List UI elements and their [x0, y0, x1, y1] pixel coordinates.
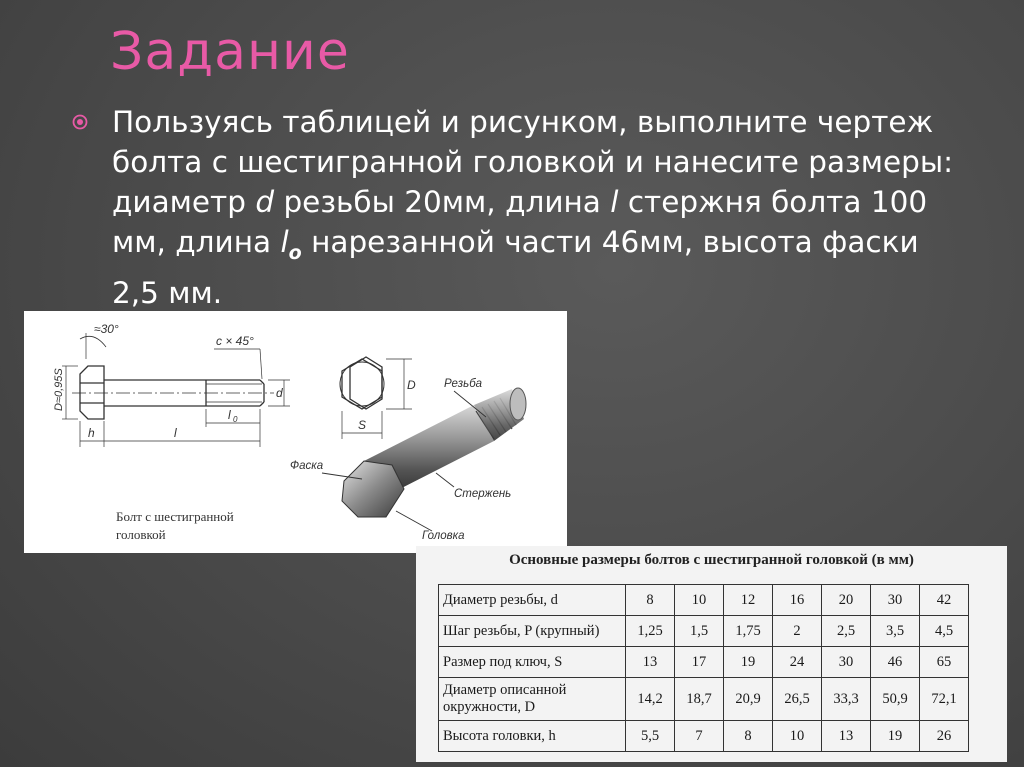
table-cell: 42: [920, 585, 969, 616]
table-cell: 18,7: [675, 678, 724, 721]
table-cell: 72,1: [920, 678, 969, 721]
table-row: [439, 616, 969, 647]
label-S: S: [358, 418, 367, 432]
table-cell: 30: [822, 647, 871, 678]
task-text-part3: стержня болта 100 мм, длина: [112, 185, 928, 259]
task-text-part4: нарезанной части 46мм, высота фаски 2,5 мм.: [112, 225, 919, 310]
table-cell: 14,2: [626, 678, 675, 721]
table-row: [439, 647, 969, 678]
table-cell: 2: [773, 616, 822, 647]
table-cell: 8: [724, 721, 773, 752]
bullet-icon: [72, 114, 88, 130]
row-label: Диаметр описанной окружности, D: [439, 678, 626, 721]
bolt-drawing: [24, 311, 567, 553]
table-title: Основные размеры болтов с шестигранной головкой (в мм): [509, 552, 914, 568]
end-view: [340, 357, 412, 439]
table-cell: 12: [724, 585, 773, 616]
table-cell: 4,5: [920, 616, 969, 647]
table-cell: 2,5: [822, 616, 871, 647]
label-l0: l: [228, 408, 231, 422]
label-angle: ≈30°: [94, 322, 119, 336]
table-cell: 13: [626, 647, 675, 678]
table-cell: 19: [871, 721, 920, 752]
table-row: [439, 721, 969, 752]
table-cell: 65: [920, 647, 969, 678]
drawing-caption: [116, 509, 234, 542]
caption-line-2: головкой: [116, 527, 166, 542]
table-cell: 30: [871, 585, 920, 616]
label-d: d: [276, 386, 283, 400]
table-cell: 46: [871, 647, 920, 678]
var-d: d: [255, 185, 275, 219]
dimensions-table-card: [416, 546, 1007, 762]
table-cell: 24: [773, 647, 822, 678]
table-cell: 16: [773, 585, 822, 616]
table-cell: 13: [822, 721, 871, 752]
row-label: Шаг резьбы, P (крупный): [439, 616, 626, 647]
table-cell: 26,5: [773, 678, 822, 721]
label-thread: Резьба: [444, 378, 483, 390]
var-l: l: [610, 185, 619, 219]
label-chamfer: c × 45°: [216, 334, 254, 348]
table-cell: 8: [626, 585, 675, 616]
label-head: Головка: [422, 530, 465, 542]
slide-title: Задание: [110, 22, 350, 82]
var-l0: l: [280, 225, 289, 259]
label-rod: Стержень: [454, 488, 512, 500]
table-cell: 1,5: [675, 616, 724, 647]
table-cell: 20,9: [724, 678, 773, 721]
table-cell: 26: [920, 721, 969, 752]
task-text-part2: резьбы 20мм, длина: [274, 185, 611, 219]
table-cell: 3,5: [871, 616, 920, 647]
table-cell: 10: [773, 721, 822, 752]
var-l0-sub: o: [288, 241, 302, 264]
table-cell: 17: [675, 647, 724, 678]
table-cell: 50,9: [871, 678, 920, 721]
table-cell: 1,75: [724, 616, 773, 647]
task-text-part1: Пользуясь таблицей и рисунком, выполните чертеж болта с шестигранной головкой и нанесите размеры: диаметр: [112, 105, 954, 219]
table-cell: 19: [724, 647, 773, 678]
table-cell: 10: [675, 585, 724, 616]
bolt-drawing-svg: [24, 311, 567, 553]
row-label: Диаметр резьбы, d: [439, 585, 626, 616]
label-D: D: [407, 378, 416, 392]
table-cell: 1,25: [626, 616, 675, 647]
table-cell: 5,5: [626, 721, 675, 752]
row-label: Размер под ключ, S: [439, 647, 626, 678]
table-cell: 20: [822, 585, 871, 616]
caption-line-1: Болт с шестигранной: [116, 509, 234, 524]
label-chamfer-part: Фаска: [290, 460, 324, 472]
table-cell: 7: [675, 721, 724, 752]
row-label: Высота головки, h: [439, 721, 626, 752]
label-h: h: [88, 426, 95, 440]
table-row: [439, 585, 969, 616]
label-l0-sub: 0: [233, 415, 238, 424]
task-text: [112, 102, 972, 313]
label-D-formula: D≈0,95S: [53, 368, 65, 411]
table-row: [439, 678, 969, 721]
dimensions-table: [438, 584, 969, 752]
label-l: l: [174, 426, 177, 440]
table-cell: 33,3: [822, 678, 871, 721]
side-view-labels: [53, 322, 283, 440]
